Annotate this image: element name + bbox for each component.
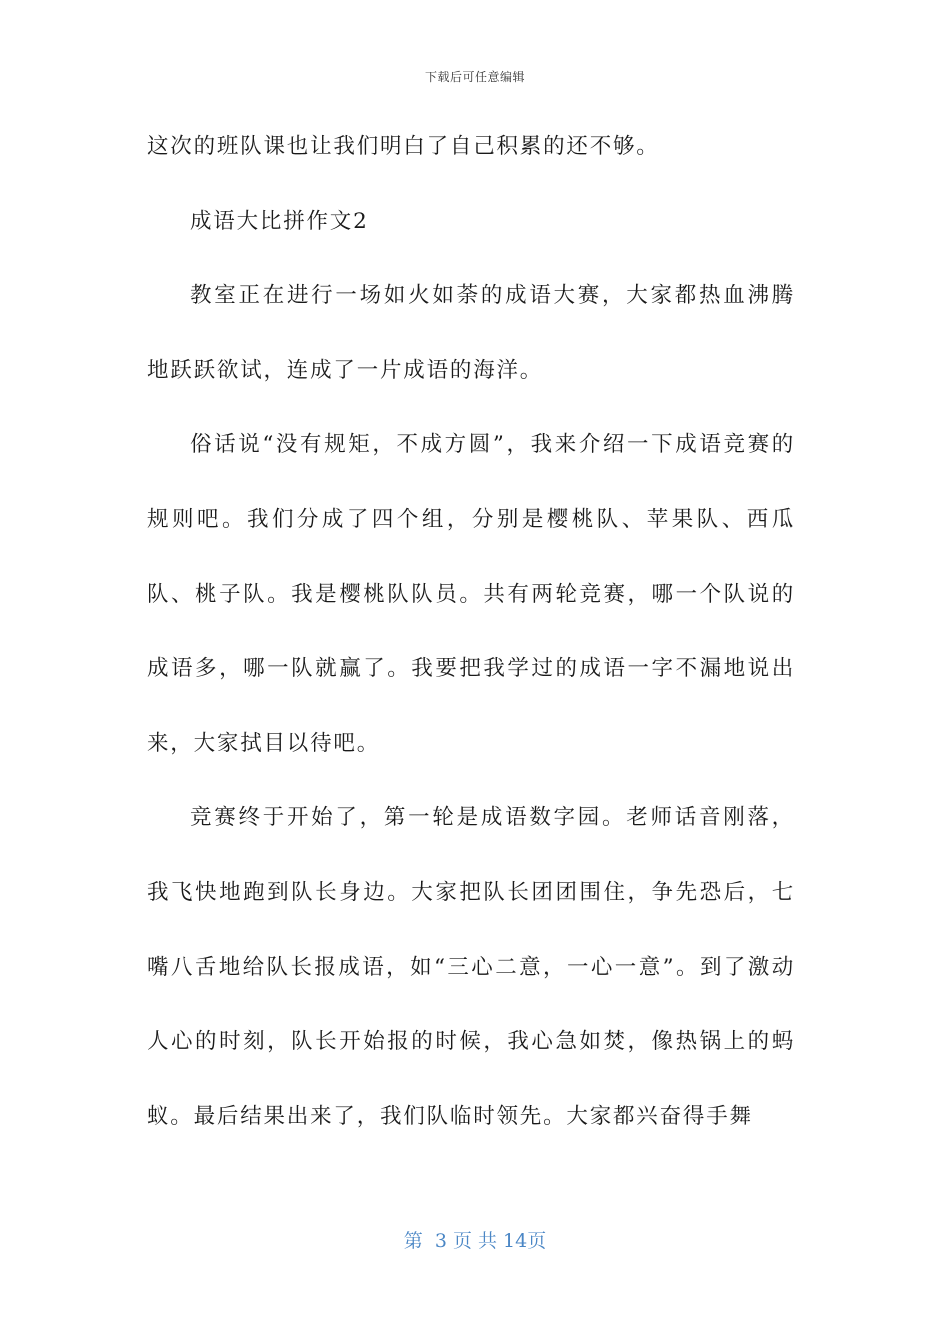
- page-header: 下载后可任意编辑: [424, 70, 525, 84]
- document-body: [147, 110, 795, 1154]
- paragraph-2: 教室正在进行一场如火如荼的成语大赛，大家都热血沸腾地跃跃欲试，连成了一片成语的海洋。: [147, 283, 795, 383]
- section-title: 成语大比拼作文2: [190, 208, 369, 234]
- paragraph-1: 这次的班队课也让我们明白了自己积累的还不够。: [147, 134, 660, 159]
- paragraph-3: 俗话说“没有规矩，不成方圆”，我来介绍一下成语竞赛的规则吧。我们分成了四个组，分别是樱桃队、苹果队、西瓜队、桃子队。我是樱桃队队员。共有两轮竞赛，哪一个队说的成语多，哪一队就赢了。我要把我学过的成语一字不漏地说出来，大家拭目以待吧。: [147, 432, 795, 756]
- page-number-footer: 第 3 页 共 14页: [403, 1230, 547, 1252]
- paragraph-4: 竞赛终于开始了，第一轮是成语数字园。老师话音刚落，我飞快地跑到队长身边。大家把队长团团围住，争先恐后，七嘴八舌地给队长报成语，如“三心二意，一心一意”。到了激动人心的时刻，队长开始报的时候，我心急如焚，像热锅上的蚂蚁。最后结果出来了，我们队临时领先。大家都兴奋得手舞: [147, 805, 795, 1129]
